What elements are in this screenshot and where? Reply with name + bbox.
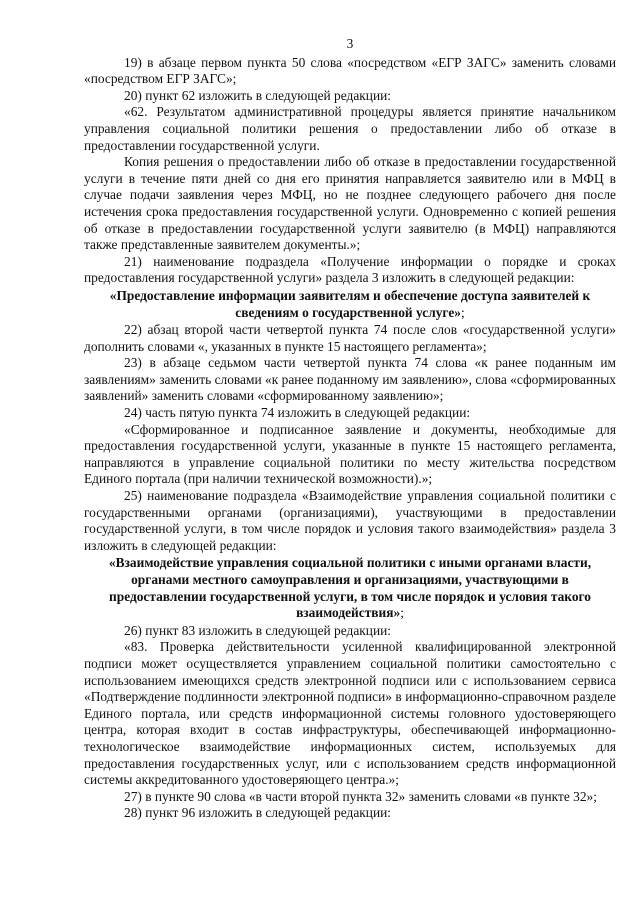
paragraph-25: 25) наименование подраздела «Взаимодействие управления социальной политики с государственными органами (организациями), участвующими в предоставлении государственной услуги, в том числе порядок и условия такого взаимодействия» раздела 3 изложить в следующей редакции: xyxy=(84,488,616,553)
paragraph-27: 27) в пункте 90 слова «в части второй пункта 32» заменить словами «в пункте 32»; xyxy=(124,788,597,804)
paragraph-24: 24) часть пятую пункта 74 изложить в следующей редакции: xyxy=(124,405,471,421)
paragraph-20: 20) пункт 62 изложить в следующей редакции: xyxy=(124,87,392,103)
paragraph-62: «62. Результатом административной процедуры является принятие начальником управления социальной политики решения о предоставлении либо об отказе в предоставлении государственной услуги. xyxy=(84,104,616,153)
paragraph-21: 21) наименование подраздела «Получение информации о порядке и сроках предоставления государственной услуги» раздела 3 изложить в следующей редакции: xyxy=(84,253,616,286)
paragraph-19: 19) в абзаце первом пункта 50 слова «посредством «ЕГР ЗАГС» заменить словами «посредством ЕГР ЗАГС»; xyxy=(84,54,616,87)
heading-21-tail: ; xyxy=(460,304,465,320)
paragraph-74: «Сформированное и подписанное заявление и документы, необходимые для предоставления государственной услуги, указанные в пункте 15 настоящего регламента, направляются в управление социальной политики по месту жительства посредством Единого портала (при наличии технической возможности).»; xyxy=(84,421,616,487)
paragraph-23: 23) в абзаце седьмом части четвертой пункта 74 слова «к ранее поданным им заявлениям» заменить словами «к ранее поданному им заявлению», слова «сформированных заявлений» заменить словами «сформированному заявлению»; xyxy=(84,355,616,404)
document-page xyxy=(84,36,616,822)
heading-subsection-21 xyxy=(84,288,616,321)
paragraph-28: 28) пункт 96 изложить в следующей редакции: xyxy=(124,805,392,821)
heading-subsection-25 xyxy=(84,555,616,621)
heading-25-text: «Взаимодействие управления социальной политики с иными органами власти, органами местного самоуправления и организациями, участвующими в предоставлении государственной услуги, в том числе порядок и условия такого взаимодействия» xyxy=(108,555,592,621)
paragraph-22: 22) абзац второй части четвертой пункта 74 после слов «государственной услуги» дополнить словами «, указанных в пункте 15 настоящего регламента»; xyxy=(84,322,616,354)
heading-25-tail: ; xyxy=(400,605,404,621)
page-number: 3 xyxy=(346,36,354,51)
heading-21-text: «Предоставление информации заявителям и обеспечение доступа заявителей к сведениям о государственной услуге» xyxy=(109,287,591,320)
paragraph-26: 26) пункт 83 изложить в следующей редакции: xyxy=(124,622,392,638)
paragraph-83: «83. Проверка действительности усиленной квалифицированной электронной подписи может осуществляется управлением социальной политики самостоятельно с использованием имеющихся средств электронной подписи или с использованием сервиса «Подтверждение подлинности электронной подписи» в информационно-справочном разделе Единого портала, или средств информационной системы головного удостоверяющего центра, которая входит в состав инфраструктуры, обеспечивающей информационно-технологическое взаимодействие информационных систем, используемых для предоставления государственных услуг, или с использованием средств информационной системы аккредитованного удостоверяющего центра.»; xyxy=(84,639,616,788)
paragraph-62-copy: Копия решения о предоставлении либо об отказе в предоставлении государственной услуги в течение пяти дней со дня его принятия направляется заявителю или в МФЦ в случае подачи заявления через МФЦ, но не позднее следующего рабочего дня после истечения срока предоставления государственной услуги. Одновременно с копией решения об отказе в предоставлении государственной услуги заявителю (в МФЦ) направляются также представленные заявителем документы.»; xyxy=(84,154,616,253)
